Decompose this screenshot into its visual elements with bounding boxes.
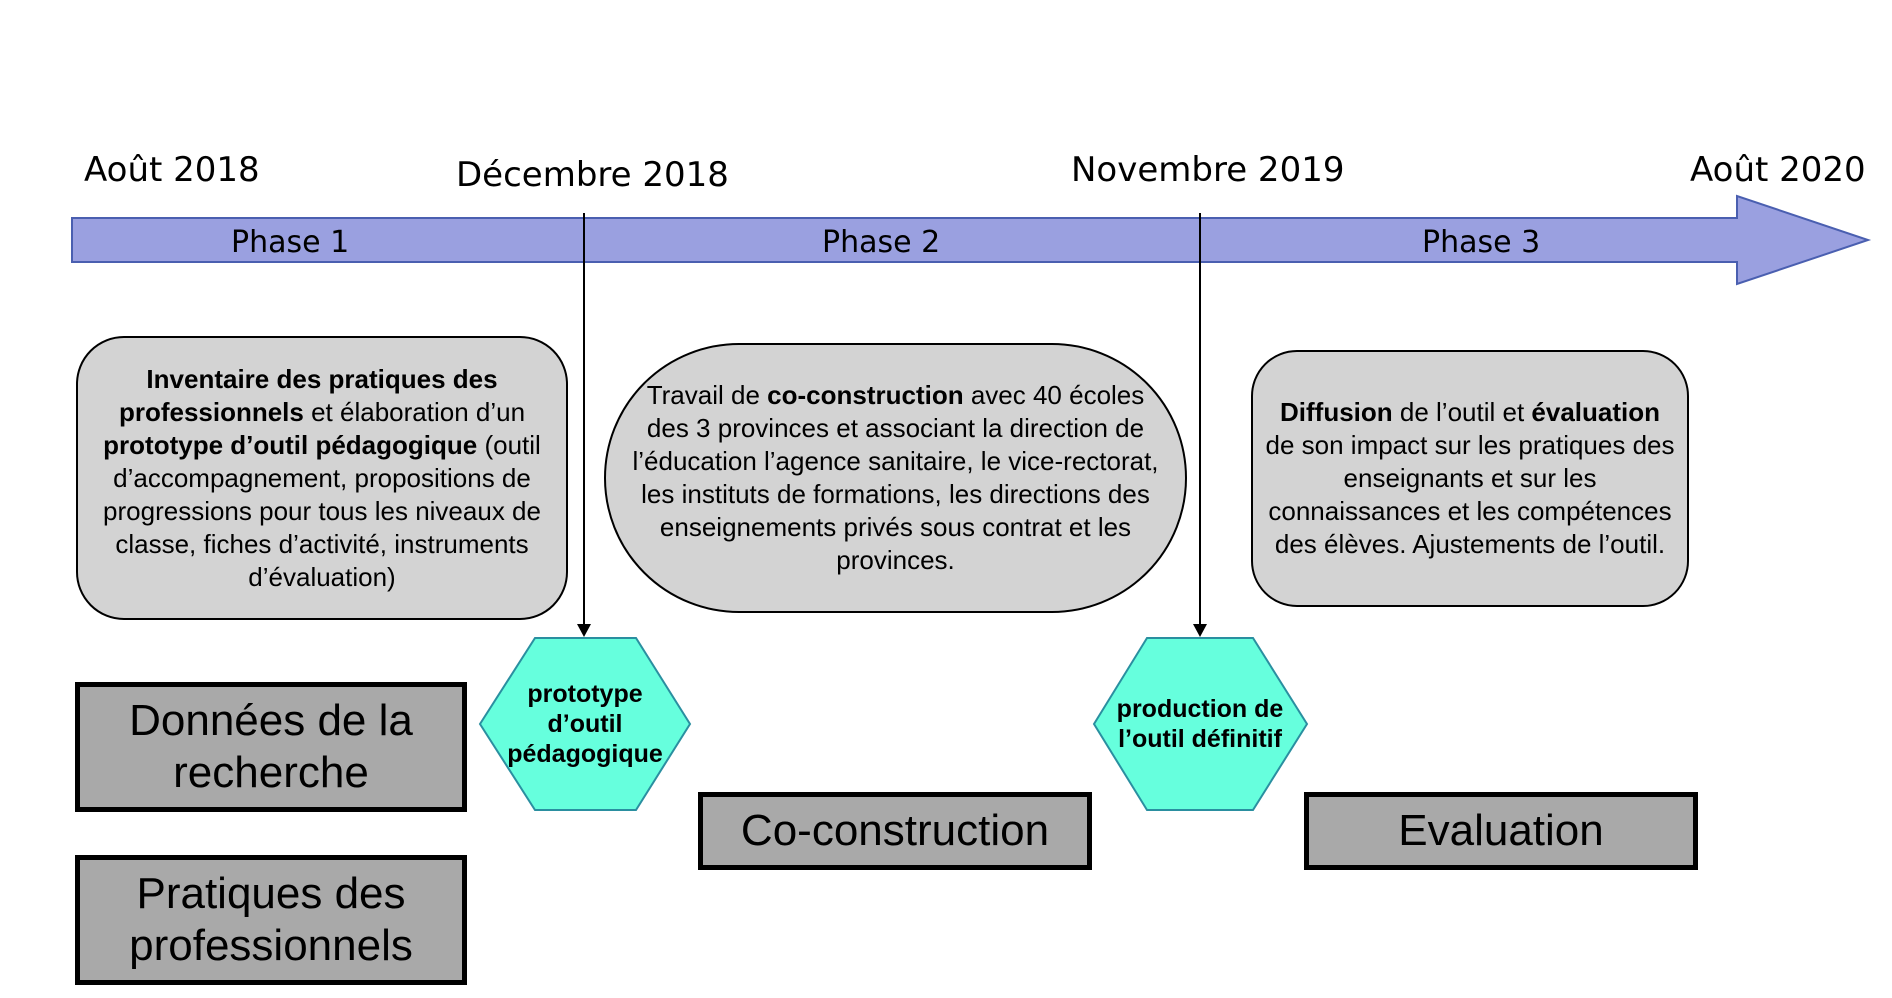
prototype-milestone-label: prototype d’outil pédagogique [507, 680, 663, 768]
phase-3-description [1251, 350, 1689, 607]
phase-2-description [604, 343, 1187, 613]
date-november-2019: Novembre 2019 [1071, 150, 1345, 190]
phase-1-bold-inventaire: Inventaire des pratiques des professionnels [118, 363, 498, 427]
milestone-arrowhead-november-2019 [1193, 624, 1207, 637]
production-milestone-label: production de l’outil définitif [1116, 695, 1284, 753]
phase-3-bold-evaluation: évaluation [1531, 397, 1660, 427]
pratiques-professionnels-box: Pratiques des professionnels [75, 855, 467, 985]
phase-1-text [88, 363, 556, 594]
evaluation-box: Evaluation [1304, 792, 1698, 870]
phase-3-text-part2: de son impact sur les pratiques des enseignants et sur les connaissances et les compétences des élèves. Ajustements de l’outil. [1265, 430, 1675, 559]
phase-2-label: Phase 2 [822, 225, 941, 260]
phase-2-text [624, 379, 1167, 577]
phase-2-text-part1: Travail de [646, 380, 768, 410]
phase-3-bold-diffusion: Diffusion [1280, 397, 1393, 427]
milestone-arrowhead-december-2018 [577, 624, 591, 637]
phase-1-label: Phase 1 [231, 225, 350, 260]
phase-3-label: Phase 3 [1422, 225, 1541, 260]
phase-1-bold-prototype: prototype d’outil pédagogique [103, 429, 478, 460]
donnees-recherche-box: Données de la recherche [75, 682, 467, 812]
phase-1-text-part2: (outil d’accompagnement, propositions de progressions pour tous les niveaux de classe, fiches d’activité, instruments d’évaluation) [103, 429, 541, 592]
phase-1-text-part1: et élaboration d’un [303, 396, 526, 427]
phase-2-bold-co-construction: co-construction [767, 380, 964, 410]
date-august-2018: Août 2018 [84, 150, 260, 190]
phase-1-description [76, 336, 568, 620]
date-december-2018: Décembre 2018 [456, 155, 729, 195]
date-august-2020: Août 2020 [1690, 150, 1866, 190]
phase-3-text [1263, 396, 1677, 561]
phase-3-text-part1: de l’outil et [1392, 397, 1532, 427]
co-construction-box: Co-construction [698, 792, 1092, 870]
phase-2-text-part2: avec 40 écoles des 3 provinces et associant la direction de l’éducation l’agence sanitaire, le vice-rectorat, les instituts de formations, les directions des enseignements privés sous contrat et les provinces. [632, 380, 1159, 575]
